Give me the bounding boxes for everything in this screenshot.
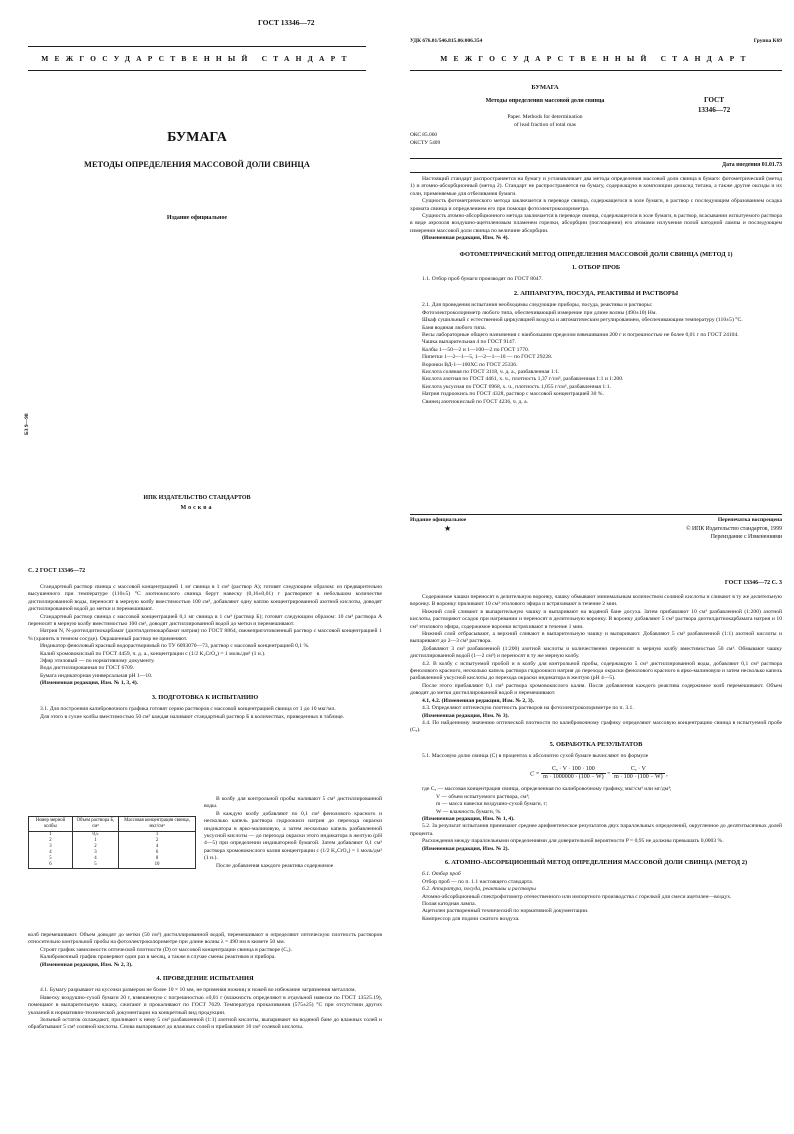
paragraph: Отбор проб — по п. 1.1 настоящего стандарта. <box>422 878 534 885</box>
table-row <box>29 862 196 869</box>
paragraph: Атомно-абсорбционный спектрофотометр отечественного или импортного производства с горелкой для смеси ацетилен—воздух. <box>422 893 732 900</box>
page-three <box>410 568 782 1134</box>
page-header: С. 2 ГОСТ 13346—72 <box>28 568 86 574</box>
footer-rule <box>410 514 782 515</box>
paragraph: Калий хромовокислый по ГОСТ 4459, ч. д. а., концентрации с (1/2 K₂CrO₄) = 1 моль/дм³ (1 н.). <box>40 650 266 657</box>
paragraph: Калибровочный график проверяют один раз в месяц, а также в случае смены реактивов и прибора. <box>40 954 276 961</box>
formula-equals: = <box>607 770 611 777</box>
paragraph: Навеску воздушно-сухой бумаги 20 г, взвешенную с погрешностью ±0,01 г (влажность определяют в отдельной навеске по ГОСТ 13525.19), помещают в выпарительную чашку, сжигают и прокаливают по ГОСТ 7629. Температура прокаливания (575±25) °С при отсутствии других указаний в нормативно-технической документации на конкретный вид продукции. <box>28 994 382 1016</box>
intro-paragraph: Сущность атомно-абсорбционного метода заключается в переводе свинца, содержащегося в золе бумаги, в раствор, всасывании испытуемого раствора в виде аэрозоля воздушно-ацетиленовым пламенем горелки, абсорбции (поглощении) его атомами излучения полой катодной лампы и последующем измерении массовой доли свинца по величине абсорбции. <box>410 213 782 234</box>
formula-denominator: m · 1000000 · (100 − W) <box>543 773 604 780</box>
table-cell: 2 <box>29 838 73 844</box>
formula-legend: m — масса навески воздушно-сухой бумаги, г; <box>436 801 548 808</box>
page-header: ГОСТ 13346—72 С. 3 <box>724 580 782 586</box>
effective-date-label: Дата введения <box>722 162 761 168</box>
lead-fraction-formula <box>530 766 782 782</box>
document-subtitle: МЕТОДЫ ОПРЕДЕЛЕНИЯ МАССОВОЙ ДОЛИ СВИНЦА <box>84 160 310 169</box>
paragraph: После этого прибавляют 0,1 см³ раствора хромовокислого калия. После добавления каждого реактива содержимое колб перемешивают. Объем доводят до метки дистиллированной водой и перемешивают. <box>410 682 782 697</box>
table-header: Объем раствора Б, см³ <box>72 817 118 832</box>
paragraph: Зольный остаток охлаждают, приливают к нему 5 см³ разбавленной (1:1) азотной кислоты, выпаривают на водяной бане до влажных солей и обрабатывают 5 см³ соляной кислоты. Снова выпаривают до влажных солей и прибавляют 10 см³ солевой кислоты. <box>28 1017 382 1031</box>
paragraph: Нижний слой отбрасывают, а верхний сливают в выпарительную чашку и выпаривают. Добавляют 5 см³ разбавленной (1:1) азотной кислоты и выпаривают до 2—3 см³ раствора. <box>410 631 782 645</box>
paragraph: Нижний слой сливают в выпарительную чашку и выпаривают на водяной бане досуха. Затем прибавляют 10 см³ разбавленной (1:200) азотной кислоты, растворяют осадок при нагревании и переносят в делительную воронку. В воронку добавляют 5 см³ раствора диэтилдитиокарбамата натрия и 10 см³ этилового эфира, содержимое воронки встряхивают в течение 1 мин. <box>410 608 782 630</box>
table-cell: 6 <box>119 850 196 856</box>
list-item: Кислота соляная по ГОСТ 3118, ч. д. а., разбавленная 1:1. <box>422 368 560 375</box>
clause-4-4: 4.4. По найденному значению оптической плотности по калибровочному графику определяют массовую концентрацию свинца в испытуемой пробе (Cₓ). <box>410 719 782 734</box>
side-mark: БЗ 9—98 <box>24 413 30 435</box>
list-item: Натрия гидроокись по ГОСТ 4328, раствор с массовой концентрацией 30 %. <box>422 391 604 398</box>
clause-6-1: 6.1. Отбор проб <box>422 871 461 878</box>
paragraph: Стандартный раствор свинца с массовой концентрацией 1 мг свинца в 1 см³ (раствор А); готовят следующим образом: из предварительно высушенного при температуре (110±5) °С азотнокислого свинца берут навеску (0,16±0,01) г растворяют в небольшом количестве дистиллированной воды, переносят в мерную колбу вместимостью 100 см³, добавляют одну каплю концентрированной азотной кислоты, доводят дистиллированной водой до метки и перемешивают. <box>28 584 382 613</box>
table-cell: 1 <box>29 832 73 839</box>
method-1-heading: ФОТОМЕТРИЧЕСКИЙ МЕТОД ОПРЕДЕЛЕНИЯ МАССОВОЙ ДОЛИ СВИНЦА (МЕТОД 1) <box>459 250 733 258</box>
text-block-a <box>410 594 782 923</box>
list-item: Фотоэлектроколориметр любого типа, обеспечивающий измерение при длине волны (490±10) Нм. <box>422 309 657 316</box>
paragraph: Добавляют 3 см³ разбавленной (1:200) азотной кислоты и количественно переносят в мерную колбу вместимостью 50 см³. Обмывают чашку дистиллированной водой (1—2 см³) и переносят в ту же мерную колбу. <box>410 645 782 660</box>
list-item: Весы лабораторные общего назначения с наибольшим пределом взвешивания 200 г и погрешностью не более 0,01 г по ГОСТ 24104. <box>422 331 739 338</box>
star-icon: ★ <box>444 524 452 533</box>
text-block-b <box>28 932 382 1032</box>
udk-code: УДК 676.01/546.815.06:006.354 <box>410 38 483 44</box>
intro-block <box>410 176 782 406</box>
table-cell: 1 <box>72 838 118 844</box>
revision-note: (Измененная редакция, Изм. № 1, 3, 4). <box>40 680 139 687</box>
standard-title: БУМАГА <box>531 84 559 91</box>
table-cell: 4 <box>119 844 196 850</box>
formula-numerator: Cₓ · V · 100 · 100 <box>541 766 606 774</box>
clause-3-1: 3.1. Для построения калибровочного графика готовят серию растворов с массовой концентрацией свинца от 1 до 10 мкг/мл. <box>40 706 336 713</box>
formula-fraction-2 <box>612 766 665 782</box>
paragraph: Эфир этиловый — по нормативному документу. <box>40 658 155 665</box>
table-header: Массовая концентрация свинца, мкг/см³ <box>119 817 196 832</box>
reissue-line: Переиздание с Изменениями <box>710 534 782 540</box>
paragraph: Строят график зависимости оптической плотности (D) от массовой концентрации свинца в растворе (Cₓ). <box>40 946 292 953</box>
standard-subtitle: Методы определения массовой доли свинца <box>485 98 605 104</box>
list-item: Свинец азотнокислый по ГОСТ 4236, ч. д. а. <box>422 398 529 405</box>
table-cell: 4 <box>72 856 118 862</box>
paragraph: Для этого в сухие колбы вместимостью 50 см³ каждая наливают стандартный раствор Б в количествах, приведенных в таблице. <box>40 713 345 720</box>
paragraph: В каждую колбу добавляют по 0,1 см³ фенолового красного и несколько капель раствора гидроокиси натрия до перехода окраски индикатора в ярко-малиновую, а затем несколько капель разбавленной уксусной кислоты — до перехода окраски этого индикатора в желтую (рН 4—5) при определении индикаторной бумагой. Затем добавляют 0,1 см³ раствора хромовокислого калия концентрации с (1/2 K₂CrO₄) = 1 моль/дм³ (1 н.). <box>204 810 382 862</box>
date-rule <box>410 158 782 159</box>
gost-label: ГОСТ <box>703 96 725 104</box>
list-item: Баня водяная любого типа. <box>422 324 487 331</box>
date-rule-bottom <box>410 172 782 173</box>
english-title-line-1: Paper. Methods for determination <box>507 114 583 120</box>
section-2-heading: 2. АППАРАТУРА, ПОСУДА, РЕАКТИВЫ И РАСТВОРЫ <box>513 289 679 297</box>
paragraph: В колбу для контрольной пробы наливают 5 см³ дистиллированной воды. <box>204 796 382 810</box>
page-gost-number: ГОСТ 13346—72 <box>258 18 315 27</box>
revision-note: (Измененная редакция, Изм. № 3). <box>422 712 509 719</box>
effective-date <box>722 162 782 168</box>
table-cell: 2 <box>72 844 118 850</box>
list-item: Шкаф сушильный с естественной циркуляцией воздуха и автоматическим регулированием, обеспечивающим температуру (110±5) °С. <box>422 317 743 324</box>
publisher-city: Москва <box>180 505 214 511</box>
table-cell: 0,5 <box>72 832 118 839</box>
paragraph: Содержимое чашки переносят в делительную воронку, чашку обмывают минимальным количеством соляной кислоты и сливают в ту же делительную воронку. В воронку приливают 10 см³ этилового эфира и встряхивают в течение 2 мин. <box>410 594 782 608</box>
masthead: МЕЖГОСУДАРСТВЕННЫЙ СТАНДАРТ <box>41 54 353 63</box>
table-cell: 10 <box>119 862 196 869</box>
formula-end: , <box>666 770 668 777</box>
text-beside-table <box>204 796 382 870</box>
table-cell: 6 <box>29 862 73 869</box>
revision-note: 4.1, 4.2. (Измененная редакция, Изм. № 2, 3). <box>422 697 535 704</box>
paragraph: Компрессор для подачи сжатого воздуха. <box>422 915 520 922</box>
group-code: Группа К69 <box>753 38 782 44</box>
paragraph: Расхождения между параллельными определениями для доверительной вероятности P = 0,95 не должны превышать 0,0003 %. <box>422 838 724 845</box>
table-cell: 5 <box>29 856 73 862</box>
list-item: 2.1. Для проведения испытания необходимы следующие приборы, посуда, реактивы и растворы: <box>422 302 653 309</box>
section-6-heading: 6. АТОМНО-АБСОРБЦИОННЫЙ МЕТОД ОПРЕДЕЛЕНИЯ МАССОВОЙ ДОЛИ СВИНЦА (МЕТОД 2) <box>444 859 748 866</box>
section-3-heading: 3. ПОДГОТОВКА К ИСПЫТАНИЮ <box>151 693 259 701</box>
formula-lhs: C = <box>530 770 540 777</box>
paragraph: Индикатор феноловый красный водорастворимый по ТУ 6093070—73, раствор с массовой концентрацией 0,1 %. <box>40 643 310 650</box>
paragraph: Полая катодная лампа. <box>422 901 476 908</box>
paragraph: Натрия N, N-диэтилдитиокарбамат (диэтилдитиокарбамат натрия) по ГОСТ 8864, свежеприготовленный раствор с массовой концентрацией 1 % (хранить в темном сосуде). Окрашенный раствор не применяют. <box>28 628 382 642</box>
intro-paragraph: Настоящий стандарт распространяется на бумагу и устанавливает два метода определения массовой доли свинца в бумаге: фотометрический (метод 1) и атомно-абсорбционный (метод 2). Стандарт не распространяется на бумагу, содержащую в композиции диоксид титана, а также другие оксиды и их соли, применяемые для отбеливания бумаги. <box>410 176 782 197</box>
paragraph: колб перемешивают. Объем доводят до метки (50 см³) дистиллированной водой, перемешивают и определяют оптическую плотность растворов относительно контрольной пробы на фотоэлектроколориметре при длине волны λ = 490 нм в кювете 50 мм. <box>28 932 382 946</box>
formula-legend: V — объем испытуемого раствора, см³; <box>436 793 530 800</box>
formula-numerator: Cₓ · V <box>612 766 665 774</box>
okstu-code: ОКСТУ 5409 <box>410 140 441 146</box>
clause-5-2: 5.2. За результат испытания принимают среднее арифметическое результатов двух параллельных определений, округленное до десятитысячных долей процента. <box>410 823 782 837</box>
table-cell: 3 <box>72 850 118 856</box>
list-item: Кислота уксусная по ГОСТ 6968, х. ч., плотность 1,055 г/см³, разбавленная 1:1. <box>422 383 611 390</box>
formula-legend: W — влажность бумаги, %. <box>436 808 502 815</box>
copyright-line: © ИПК Издательство стандартов, 1999 <box>686 526 782 532</box>
page-one <box>410 10 782 550</box>
revision-note: (Измененная редакция, Изм. № 2, 3). <box>40 961 133 968</box>
clause-4-1: 4.1. Бумагу разрывают на кусочки размером не более 10 × 10 мм, не применяя ножниц и ножей во избежание загрязнения металлом. <box>40 987 356 994</box>
page-two <box>28 568 382 1134</box>
table-header: Номер мерной колбы <box>29 817 73 832</box>
table-cell: 3 <box>29 844 73 850</box>
document-title: БУМАГА <box>167 130 227 145</box>
formula-fraction-1 <box>541 766 606 782</box>
publisher-name: ИПК ИЗДАТЕЛЬСТВО СТАНДАРТОВ <box>143 495 251 501</box>
intro-paragraph: Сущность фотометрического метода заключается в переводе свинца, содержащегося в золе бумаги, в раствор с последующим образованием осадка хромата свинца и определением его при помощи фотоэлектроколориметра. <box>410 198 782 212</box>
clause-4-3: 4.3. Определяют оптическую плотность растворов на фотоэлектроколориметре по п. 3.1. <box>422 705 634 712</box>
list-item: Кислота азотная по ГОСТ 4461, х. ч., плотность 1,37 г/см³, разбавленная 1:1 и 1:200. <box>422 376 624 383</box>
clause-4-2: 4.2. В колбу с испытуемой пробой и в колбу для контрольной пробы, содержащую 5 см³ дистиллированной воды, добавляют 0,1 см³ раствора фенолового красного, несколько капель раствора гидроокиси натрия до перехода окраски фенолового красного в ярко-малиновую и затем несколько капель разбавленной уксусной кислоты до перехода окраски индикатора в желтую (рН 4—5). <box>410 660 782 682</box>
paragraph: Ацетилен растворенный технический по нормативной документации. <box>422 908 589 915</box>
list-item: Воронки ВД-1—100ХС по ГОСТ 25336. <box>422 361 518 368</box>
paragraph: Стандартный раствор свинца с массовой концентрацией 0,1 мг свинца в 1 см³ (раствор Б); готовят следующим образом: 10 см³ раствора А переносят в мерную колбу вместимостью 100 см³, доводят дистиллированной водой до метки и перемешивают. <box>28 613 382 628</box>
section-5-heading: 5. ОБРАБОТКА РЕЗУЛЬТАТОВ <box>549 740 643 748</box>
gost-number: 13346—72 <box>697 106 731 114</box>
calibration-table <box>28 816 196 869</box>
clause-5-1: 5.1. Массовую долю свинца (C) в процентах к абсолютно сухой бумаге вычисляют по формуле <box>422 753 649 760</box>
masthead-rule <box>410 70 782 71</box>
table-cell: 1 <box>119 832 196 839</box>
table-cell: 2 <box>119 838 196 844</box>
section-4-heading: 4. ПРОВЕДЕНИЕ ИСПЫТАНИЯ <box>156 975 254 983</box>
list-item: Чашка выпарительная 4 по ГОСТ 9147. <box>422 339 517 346</box>
list-item: Колбы 1—50—2 и 1—100—2 по ГОСТ 1770. <box>422 346 530 353</box>
formula-legend: где Cₓ — массовая концентрация свинца, определенная по калибровочному графику, мкг/см³ или мг/дм³; <box>422 786 672 793</box>
official-edition-label: Издание официальное <box>166 215 228 221</box>
clause-6-2: 6.2. Аппаратура, посуда, реактивы и растворы <box>422 886 536 893</box>
section-1-heading: 1. ОТБОР ПРОБ <box>571 264 621 272</box>
revision-note: (Измененная редакция, Изм. № 4). <box>422 235 509 242</box>
paragraph: Вода дистиллированная по ГОСТ 6709. <box>40 665 135 672</box>
table-cell: 8 <box>119 856 196 862</box>
top-rule <box>28 46 366 47</box>
text-block-a <box>28 584 382 721</box>
footer-official-edition: Издание официальное <box>410 517 467 523</box>
calibration-table-wrap <box>28 816 196 869</box>
formula-denominator: m · 100 · (100 − W) <box>614 773 663 780</box>
table-cell: 5 <box>72 862 118 869</box>
masthead-rule <box>28 70 366 71</box>
revision-note: (Измененная редакция, Изм. № 1, 4). <box>422 815 515 822</box>
title-page <box>24 10 366 550</box>
clause-1-1: 1.1. Отбор проб бумаги производят по ГОСТ 8047. <box>422 276 543 283</box>
paragraph: После добавления каждого реактива содержимое <box>216 862 334 869</box>
effective-date-value: 01.01.73 <box>761 162 782 168</box>
revision-note: (Измененная редакция, Изм. № 2). <box>422 845 509 852</box>
list-item: Пипетки 1—2—1—5, 1—2—1—10 — по ГОСТ 29228. <box>422 354 553 361</box>
paragraph: Бумага индикаторная универсальная рН 1—10. <box>40 672 153 679</box>
masthead: МЕЖГОСУДАРСТВЕННЫЙ СТАНДАРТ <box>440 54 752 63</box>
oks-code: ОКС 85.060 <box>410 132 438 138</box>
table-cell: 4 <box>29 850 73 856</box>
english-title-line-2: of lead fraction of total mas <box>514 122 576 128</box>
footer-reprint-prohibited: Перепечатка воспрещена <box>717 517 782 523</box>
